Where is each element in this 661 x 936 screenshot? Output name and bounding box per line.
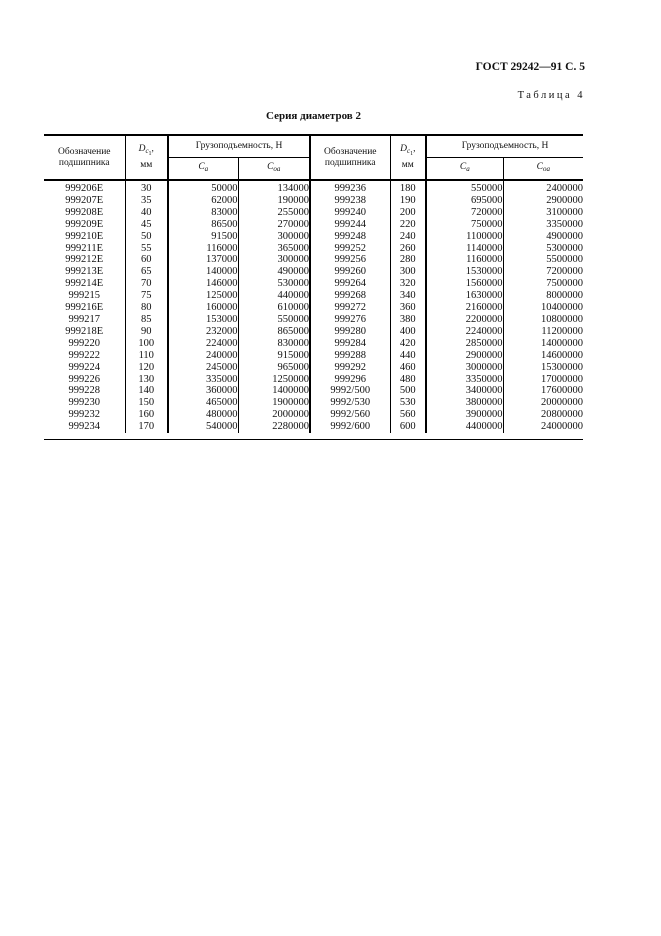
cell-bearing-designation: 999207Е <box>44 195 125 207</box>
cell-ca: 465000 <box>168 397 238 409</box>
cell-coa: 270000 <box>238 219 310 231</box>
cell-bearing-designation: 999264 <box>310 278 390 290</box>
table-row <box>44 385 583 397</box>
cell-coa: 2280000 <box>238 421 310 433</box>
cell-diameter: 55 <box>125 243 168 255</box>
cell-diameter: 260 <box>390 243 426 255</box>
cell-bearing-designation: 999272 <box>310 302 390 314</box>
table-header <box>44 135 583 180</box>
cell-ca: 1630000 <box>426 290 503 302</box>
cell-diameter: 150 <box>125 397 168 409</box>
col-header-coa-left <box>238 158 310 181</box>
diameter-comma: , <box>413 144 416 154</box>
col-header-coa-right <box>503 158 583 181</box>
cell-coa: 5300000 <box>546 242 584 254</box>
cell-bearing-designation: 999238 <box>310 195 390 207</box>
cell-diameter: 320 <box>390 278 426 290</box>
cell-diameter: 440 <box>390 350 426 362</box>
cell-bearing-designation: 999206Е <box>44 180 125 195</box>
cell-diameter: 480 <box>390 374 426 386</box>
cell-ca: 160000 <box>168 302 238 314</box>
cell-diameter: 340 <box>390 290 426 302</box>
cell-coa: 3350000 <box>546 218 584 230</box>
cell-ca: 50000 <box>168 180 238 195</box>
cell-diameter: 280 <box>390 254 426 266</box>
cell-bearing-designation: 999252 <box>310 243 390 255</box>
cell-ca: 4400000 <box>426 421 503 433</box>
cell-ca: 1100000 <box>426 231 503 243</box>
cell-coa: 24000000 <box>541 421 584 433</box>
diameter-unit: мм <box>401 160 414 170</box>
cell-bearing-designation: 999292 <box>310 362 390 374</box>
table-row <box>44 338 583 350</box>
cell-coa: 365000 <box>238 243 310 255</box>
cell-ca: 720000 <box>426 207 503 219</box>
table-row <box>44 314 583 326</box>
bearings-table-wrap <box>44 134 583 440</box>
cell-ca: 1560000 <box>426 278 503 290</box>
cell-diameter: 380 <box>390 314 426 326</box>
table-row <box>44 374 583 386</box>
cell-diameter: 200 <box>390 207 426 219</box>
cell-ca: 2160000 <box>426 302 503 314</box>
cell-diameter: 300 <box>390 266 426 278</box>
cell-diameter: 60 <box>125 254 168 266</box>
cell-diameter: 85 <box>125 314 168 326</box>
bearings-table <box>44 134 583 433</box>
cell-ca: 540000 <box>168 421 238 433</box>
table-row <box>44 180 583 195</box>
cell-bearing-designation: 999232 <box>44 409 125 421</box>
cell-bearing-designation: 999210Е <box>44 231 125 243</box>
table-row <box>44 219 583 231</box>
table-row <box>44 231 583 243</box>
cell-diameter: 500 <box>390 385 426 397</box>
cell-bearing-designation: 999217 <box>44 314 125 326</box>
cell-coa: 8000000 <box>546 290 584 302</box>
table-row <box>44 278 583 290</box>
cell-bearing-designation: 999208Е <box>44 207 125 219</box>
cell-diameter: 160 <box>125 409 168 421</box>
cell-ca: 245000 <box>168 362 238 374</box>
cell-coa: 7500000 <box>546 278 584 290</box>
cell-diameter: 130 <box>125 374 168 386</box>
table-row <box>44 243 583 255</box>
cell-bearing-designation: 999216Е <box>44 302 125 314</box>
cell-coa: 7200000 <box>546 266 584 278</box>
table-row <box>44 207 583 219</box>
cell-bearing-designation: 9992/500 <box>310 385 390 397</box>
cell-ca: 146000 <box>168 278 238 290</box>
cell-ca: 153000 <box>168 314 238 326</box>
cell-ca: 91500 <box>168 231 238 243</box>
cell-coa: 20000000 <box>541 397 584 409</box>
cell-bearing-designation: 999222 <box>44 350 125 362</box>
cell-diameter: 35 <box>125 195 168 207</box>
cell-coa: 17600000 <box>541 385 584 397</box>
cell-ca: 1140000 <box>426 243 503 255</box>
cell-diameter: 140 <box>125 385 168 397</box>
coa-subscript: oa <box>273 165 281 173</box>
coa-symbol: C <box>536 162 543 172</box>
cell-ca: 695000 <box>426 195 503 207</box>
cell-coa: 134000 <box>238 180 310 195</box>
cell-bearing-designation: 999220 <box>44 338 125 350</box>
cell-bearing-designation: 9992/530 <box>310 397 390 409</box>
cell-bearing-designation: 999234 <box>44 421 125 433</box>
cell-coa: 15300000 <box>541 361 584 373</box>
cell-coa: 1250000 <box>238 374 310 386</box>
cell-ca: 750000 <box>426 219 503 231</box>
cell-coa: 530000 <box>238 278 310 290</box>
table-row <box>44 302 583 314</box>
table-body <box>44 180 583 433</box>
table-row <box>44 397 583 409</box>
diameter-subsubscript: 1 <box>148 151 152 157</box>
diameter-comma: , <box>151 144 154 154</box>
cell-coa: 490000 <box>238 266 310 278</box>
diameter-unit: мм <box>140 160 153 170</box>
cell-ca: 140000 <box>168 266 238 278</box>
cell-ca: 1530000 <box>426 266 503 278</box>
col-header-diameter-right <box>390 135 426 180</box>
cell-bearing-designation: 999236 <box>310 180 390 195</box>
cell-diameter: 40 <box>125 207 168 219</box>
table-row <box>44 195 583 207</box>
cell-bearing-designation: 999288 <box>310 350 390 362</box>
cell-bearing-designation: 999244 <box>310 219 390 231</box>
cell-ca: 116000 <box>168 243 238 255</box>
cell-coa: 10400000 <box>541 302 584 314</box>
cell-ca: 137000 <box>168 254 238 266</box>
table-row <box>44 266 583 278</box>
cell-diameter: 50 <box>125 231 168 243</box>
table-row <box>44 290 583 302</box>
ca-symbol: C <box>198 162 205 172</box>
cell-coa: 14000000 <box>541 337 584 349</box>
cell-coa: 1900000 <box>238 397 310 409</box>
cell-ca: 3900000 <box>426 409 503 421</box>
cell-bearing-designation: 999224 <box>44 362 125 374</box>
ca-symbol: C <box>459 162 467 172</box>
table-row <box>44 326 583 338</box>
cell-ca: 360000 <box>168 385 238 397</box>
cell-ca: 2200000 <box>426 314 503 326</box>
cell-diameter: 80 <box>125 302 168 314</box>
cell-diameter: 70 <box>125 278 168 290</box>
cell-coa: 190000 <box>238 195 310 207</box>
cell-coa: 10800000 <box>541 313 584 325</box>
cell-ca: 1160000 <box>426 254 503 266</box>
cell-coa: 300000 <box>238 254 310 266</box>
cell-bearing-designation: 999226 <box>44 374 125 386</box>
col-header-ca-right <box>426 158 503 181</box>
ca-subscript: a <box>466 165 470 173</box>
cell-coa: 11200000 <box>541 325 584 337</box>
cell-bearing-designation: 9992/560 <box>310 409 390 421</box>
cell-coa: 915000 <box>238 350 310 362</box>
cell-bearing-designation: 999218Е <box>44 326 125 338</box>
diameter-subscript: c <box>406 147 411 155</box>
cell-coa: 255000 <box>238 207 310 219</box>
cell-diameter: 65 <box>125 266 168 278</box>
cell-bearing-designation: 999284 <box>310 338 390 350</box>
cell-diameter: 170 <box>125 421 168 433</box>
cell-bearing-designation: 9992/600 <box>310 421 390 433</box>
cell-diameter: 180 <box>390 180 426 195</box>
table-row <box>44 409 583 421</box>
cell-ca: 3000000 <box>426 362 503 374</box>
cell-diameter: 400 <box>390 326 426 338</box>
col-header-ca-left <box>168 158 238 181</box>
page-header: ГОСТ 29242—91 С. 5 <box>475 61 585 73</box>
cell-diameter: 100 <box>125 338 168 350</box>
cell-bearing-designation: 999215 <box>44 290 125 302</box>
cell-diameter: 360 <box>390 302 426 314</box>
cell-diameter: 220 <box>390 219 426 231</box>
cell-diameter: 190 <box>390 195 426 207</box>
diameter-symbol: D <box>400 144 407 154</box>
col-header-designation-right: Обозначение подшипника <box>310 135 390 180</box>
table-label: Таблица 4 <box>517 90 585 101</box>
cell-ca: 224000 <box>168 338 238 350</box>
cell-bearing-designation: 999268 <box>310 290 390 302</box>
cell-bearing-designation: 999280 <box>310 326 390 338</box>
cell-diameter: 530 <box>390 397 426 409</box>
cell-bearing-designation: 999248 <box>310 231 390 243</box>
cell-bearing-designation: 999212Е <box>44 254 125 266</box>
cell-coa: 965000 <box>238 362 310 374</box>
table-row <box>44 254 583 266</box>
cell-ca: 2900000 <box>426 350 503 362</box>
col-header-capacity-right: Грузоподъемность, Н <box>426 135 583 158</box>
cell-coa: 550000 <box>238 314 310 326</box>
cell-coa: 610000 <box>238 302 310 314</box>
cell-coa: 5500000 <box>546 254 584 266</box>
cell-coa: 2000000 <box>238 409 310 421</box>
cell-diameter: 30 <box>125 180 168 195</box>
cell-ca: 335000 <box>168 374 238 386</box>
cell-diameter: 110 <box>125 350 168 362</box>
table-row <box>44 362 583 374</box>
cell-ca: 2240000 <box>426 326 503 338</box>
cell-bearing-designation: 999213Е <box>44 266 125 278</box>
ca-subscript: a <box>204 165 209 173</box>
cell-ca: 480000 <box>168 409 238 421</box>
diameter-subsubscript: 1 <box>410 151 414 157</box>
cell-coa: 1400000 <box>238 385 310 397</box>
cell-bearing-designation: 999211Е <box>44 243 125 255</box>
coa-symbol: C <box>267 162 274 172</box>
cell-ca: 62000 <box>168 195 238 207</box>
cell-bearing-designation: 999256 <box>310 254 390 266</box>
cell-coa: 14600000 <box>541 349 584 361</box>
cell-coa: 20800000 <box>541 409 584 421</box>
cell-diameter: 90 <box>125 326 168 338</box>
cell-bearing-designation: 999209Е <box>44 219 125 231</box>
cell-coa: 2900000 <box>546 194 584 206</box>
cell-bearing-designation: 999260 <box>310 266 390 278</box>
table-title: Серия диаметров 2 <box>266 110 361 122</box>
cell-coa: 4900000 <box>546 230 584 242</box>
cell-bearing-designation: 999240 <box>310 207 390 219</box>
cell-ca: 3800000 <box>426 397 503 409</box>
cell-diameter: 560 <box>390 409 426 421</box>
col-header-diameter-left <box>125 135 168 180</box>
cell-coa: 2400000 <box>546 183 584 194</box>
cell-diameter: 120 <box>125 362 168 374</box>
col-header-capacity-left: Грузоподъемность, Н <box>168 135 310 158</box>
cell-bearing-designation: 999228 <box>44 385 125 397</box>
cell-diameter: 45 <box>125 219 168 231</box>
cell-diameter: 240 <box>390 231 426 243</box>
cell-diameter: 420 <box>390 338 426 350</box>
table-row <box>44 421 583 433</box>
cell-bearing-designation: 999214Е <box>44 278 125 290</box>
cell-coa: 3100000 <box>546 206 584 218</box>
cell-ca: 125000 <box>168 290 238 302</box>
cell-ca: 240000 <box>168 350 238 362</box>
cell-ca: 3400000 <box>426 385 503 397</box>
cell-ca: 232000 <box>168 326 238 338</box>
cell-bearing-designation: 999276 <box>310 314 390 326</box>
diameter-symbol: D <box>138 144 146 154</box>
cell-diameter: 600 <box>390 421 426 433</box>
diameter-subscript: c <box>145 147 149 155</box>
cell-coa: 865000 <box>238 326 310 338</box>
cell-ca: 2850000 <box>426 338 503 350</box>
cell-coa: 440000 <box>238 290 310 302</box>
coa-subscript: oa <box>542 165 550 173</box>
col-header-designation-left: Обозначение подшипника <box>44 135 125 180</box>
cell-ca: 550000 <box>426 180 503 195</box>
cell-bearing-designation: 999296 <box>310 374 390 386</box>
cell-diameter: 75 <box>125 290 168 302</box>
cell-ca: 3350000 <box>426 374 503 386</box>
cell-coa: 17000000 <box>541 373 584 385</box>
table-row <box>44 350 583 362</box>
cell-ca: 86500 <box>168 219 238 231</box>
cell-ca: 83000 <box>168 207 238 219</box>
cell-coa: 300000 <box>238 231 310 243</box>
cell-bearing-designation: 999230 <box>44 397 125 409</box>
cell-diameter: 460 <box>390 362 426 374</box>
cell-coa: 830000 <box>238 338 310 350</box>
